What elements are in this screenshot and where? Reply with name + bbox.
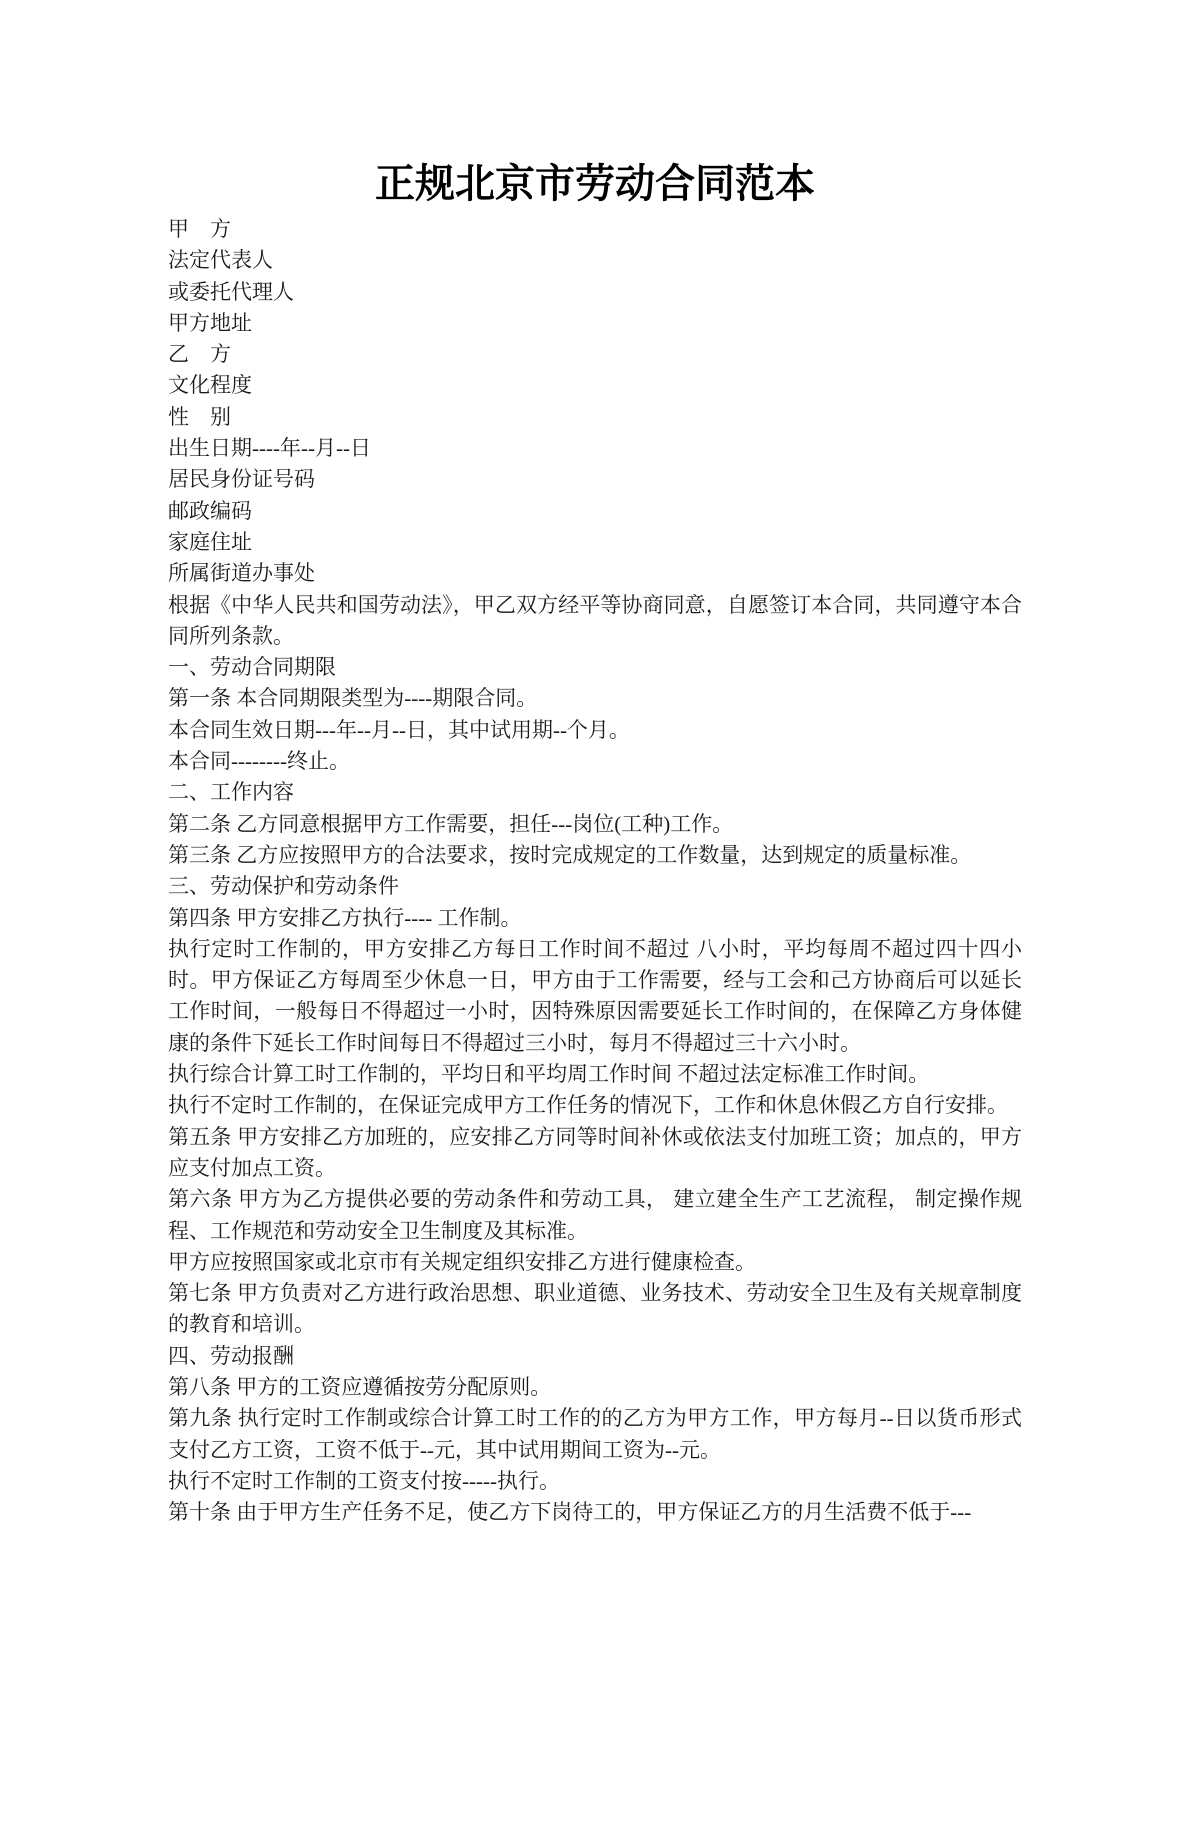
clause-10-paragraph: 第十条 由于甲方生产任务不足，使乙方下岗待工的，甲方保证乙方的月生活费不低于--- (168, 1500, 972, 1525)
field-gender: 性 别 (168, 404, 231, 429)
field-party-b: 乙 方 (168, 342, 231, 367)
clause-1-paragraph: 第一条 本合同期限类型为----期限合同。 (168, 686, 538, 711)
termination-paragraph: 本合同--------终止。 (168, 749, 350, 774)
field-education-level: 文化程度 (168, 373, 252, 398)
field-home-address: 家庭住址 (168, 529, 252, 554)
clause-9-paragraph: 第九条 执行定时工作制或综合计算工时工作的的乙方为甲方工作，甲方每月--日以货币形式支付乙方工资，工资不低于--元，其中试用期间工资为--元。 (168, 1406, 1022, 1462)
field-entrusted-agent: 或委托代理人 (168, 279, 294, 304)
document-title: 正规北京市劳动合同范本 (375, 161, 815, 206)
section-heading-4-labor-remuneration: 四、劳动报酬 (168, 1343, 294, 1368)
effective-date-paragraph: 本合同生效日期---年--月--日，其中试用期--个月。 (168, 717, 630, 742)
clause-8-paragraph: 第八条 甲方的工资应遵循按劳分配原则。 (168, 1374, 552, 1399)
preamble-paragraph: 根据《中华人民共和国劳动法》，甲乙双方经平等协商同意，自愿签订本合同，共同遵守本合同所列条款。 (168, 592, 1022, 648)
section-heading-3-labor-protection: 三、劳动保护和劳动条件 (168, 874, 399, 899)
health-check-paragraph: 甲方应按照国家或北京市有关规定组织安排乙方进行健康检查。 (168, 1249, 756, 1274)
section-heading-2-work-content: 二、工作内容 (168, 780, 294, 805)
clause-2-paragraph: 第二条 乙方同意根据甲方工作需要，担任---岗位(工种)工作。 (168, 811, 734, 836)
field-postal-code: 邮政编码 (168, 498, 252, 523)
field-party-a: 甲 方 (168, 217, 231, 241)
field-legal-representative: 法定代表人 (168, 248, 273, 273)
section-heading-1-contract-term: 一、劳动合同期限 (168, 655, 336, 680)
field-birth-date: 出生日期----年--月--日 (168, 436, 371, 461)
flexible-hours-system-paragraph: 执行不定时工作制的，在保证完成甲方工作任务的情况下，工作和休息休假乙方自行安排。 (168, 1093, 1008, 1118)
clause-4-paragraph: 第四条 甲方安排乙方执行---- 工作制。 (168, 905, 522, 930)
fixed-hours-system-paragraph: 执行定时工作制的，甲方安排乙方每日工作时间不超过 八小时，平均每周不超过四十四小时。甲方保证乙方每周至少休息一日，甲方由于工作需要，经与工会和己方协商后可以延长工作时间，一般每日不得超过一小时，因特殊原因需要延长工作时间的，在保障乙方身体健康的条件下延长工作时间每日不得超过三小时，每月不得超过三十六小时。 (168, 936, 1022, 1055)
comprehensive-hours-system-paragraph: 执行综合计算工时工作制的，平均日和平均周工作时间 不超过法定标准工作时间。 (168, 1062, 930, 1087)
field-subdistrict-office: 所属街道办事处 (168, 561, 315, 586)
clause-6-paragraph: 第六条 甲方为乙方提供必要的劳动条件和劳动工具， 建立建全生产工艺流程， 制定操作规程、工作规范和劳动安全卫生制度及其标准。 (168, 1187, 1022, 1243)
field-party-a-address: 甲方地址 (168, 310, 252, 335)
clause-7-paragraph: 第七条 甲方负责对乙方进行政治思想、职业道德、业务技术、劳动安全卫生及有关规章制度的教育和培训。 (168, 1281, 1022, 1337)
clause-3-paragraph: 第三条 乙方应按照甲方的合法要求，按时完成规定的工作数量，达到规定的质量标准。 (168, 842, 972, 867)
field-id-number: 居民身份证号码 (168, 467, 315, 492)
clause-5-paragraph: 第五条 甲方安排乙方加班的，应安排乙方同等时间补休或依法支付加班工资；加点的，甲方应支付加点工资。 (168, 1124, 1022, 1180)
flexible-hours-wage-paragraph: 执行不定时工作制的工资支付按-----执行。 (168, 1468, 560, 1493)
contract-document-page (0, 158, 1190, 1528)
